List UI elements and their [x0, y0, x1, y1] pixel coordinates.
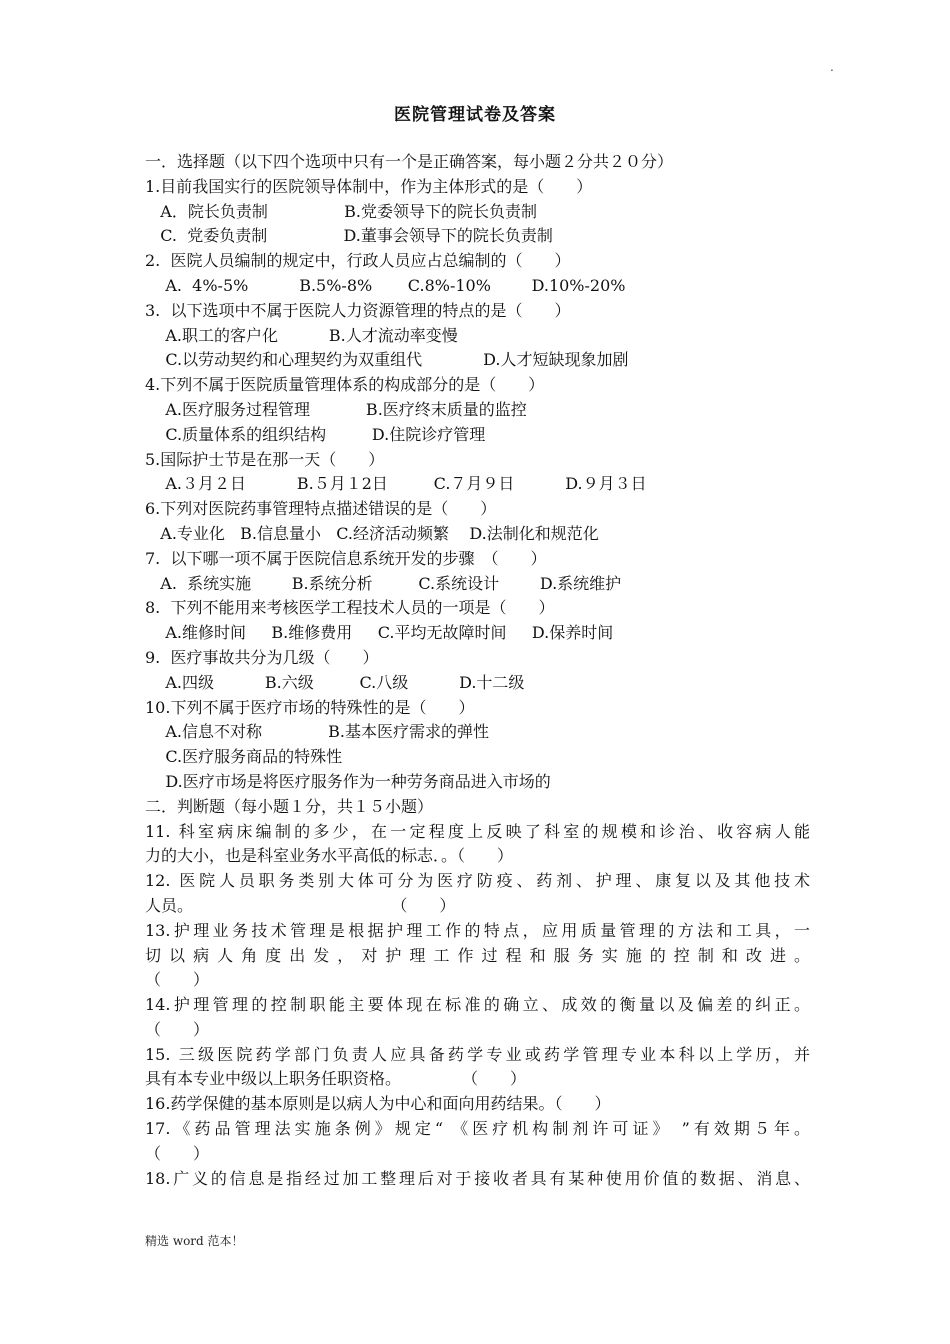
text-line: A. 系统实施 B.系统分析 C.系统设计 D.系统维护: [145, 573, 622, 593]
text-line: A.四级 B.六级 C.八级 D.十二级: [145, 672, 525, 692]
text-line: 15. 三级医院药学部门负责人应具备药学专业或药学管理专业本科以上学历，并: [145, 1044, 810, 1064]
text-line: 具有本专业中级以上职务任职资格。 （ ）: [145, 1069, 527, 1089]
text-line: A.信息不对称 B.基本医疗需求的弹性: [145, 722, 489, 742]
text-line: 11. 科室病床编制的多少，在一定程度上反映了科室的规模和诊治、收容病人能: [145, 821, 810, 841]
text-line: C.质量体系的组织结构 D.住院诊疗管理: [145, 424, 486, 444]
text-line: A.维修时间 B.维修费用 C.平均无故障时间 D.保养时间: [145, 623, 614, 643]
text-line: 5.国际护士节是在那一天（ ）: [145, 449, 385, 469]
corner-mark: .: [830, 60, 834, 74]
text-line: （ ）: [145, 1143, 210, 1163]
text-line: 14.护理管理的控制职能主要体现在标准的确立、成效的衡量以及偏差的纠正。: [145, 995, 810, 1015]
text-line: 13.护理业务技术管理是根据护理工作的特点，应用质量管理的方法和工具，一: [145, 920, 810, 940]
text-line: 17.《药品管理法实施条例》规定“ 《医疗机构制剂许可证》 ”有效期５年。: [145, 1119, 810, 1139]
text-line: 10.下列不属于医疗市场的特殊性的是（ ）: [145, 697, 475, 717]
text-line: A. 4%-5% B.5%-8% C.8%-10% D.10%-20%: [145, 275, 626, 295]
text-line: （ ）: [145, 970, 210, 990]
text-line: A.专业化 B.信息量小 C.经济活动频繁 D.法制化和规范化: [145, 523, 599, 543]
text-line: 切以病人角度出发，对护理工作过程和服务实施的控制和改进。: [145, 945, 810, 965]
text-line: C.以劳动契约和心理契约为双重组代 D.人才短缺现象加剧: [145, 350, 629, 370]
text-line: 8. 下列不能用来考核医学工程技术人员的一项是（ ）: [145, 598, 555, 618]
text-line: A.医疗服务过程管理 B.医疗终末质量的监控: [145, 399, 527, 419]
page-footer: 精选 word 范本！: [145, 1234, 244, 1248]
text-line: 16.药学保健的基本原则是以病人为中心和面向用药结果。（ ）: [145, 1094, 611, 1114]
text-line: 二．判断题（每小题１分，共１５小题）: [145, 796, 434, 816]
text-line: 一．选择题（以下四个选项中只有一个是正确答案，每小题２分共２０分）: [145, 152, 674, 171]
text-line: 2. 医院人员编制的规定中，行政人员应占总编制的（ ）: [145, 251, 571, 271]
text-line: 6.下列对医院药事管理特点描述错误的是（ ）: [145, 499, 497, 519]
exam-body: [145, 150, 810, 1191]
document-title: 医院管理试卷及答案: [394, 105, 556, 125]
text-line: （ ）: [145, 1019, 210, 1039]
text-line: 18.广义的信息是指经过加工整理后对于接收者具有某种使用价值的数据、消息、: [145, 1168, 810, 1188]
text-line: D.医疗市场是将医疗服务作为一种劳务商品进入市场的: [145, 771, 551, 791]
text-line: 力的大小，也是科室业务水平高低的标志．。（ ）: [145, 846, 514, 866]
text-line: 3. 以下选项中不属于医院人力资源管理的特点的是（ ）: [145, 300, 571, 320]
text-line: C. 党委负责制 D.董事会领导下的院长负责制: [145, 226, 553, 246]
text-line: A.３月２日 B.５月１2日 C.７月９日 D.９月３日: [145, 474, 647, 494]
text-line: 12. 医院人员职务类别大体可分为医疗防疫、药剂、护理、康复以及其他技术: [145, 871, 810, 891]
text-line: 9. 医疗事故共分为几级（ ）: [145, 647, 379, 667]
text-line: C.医疗服务商品的特殊性: [145, 747, 343, 767]
text-line: 人员。 （ ）: [145, 895, 456, 915]
text-line: 7. 以下哪一项不属于医院信息系统开发的步骤 （ ）: [145, 548, 547, 568]
text-line: A．院长负责制 B.党委领导下的院长负责制: [145, 201, 537, 221]
text-line: A.职工的客户化 B.人才流动率变慢: [145, 325, 458, 345]
text-line: 1.目前我国实行的医院领导体制中，作为主体形式的是（ ）: [145, 176, 593, 196]
text-line: 4.下列不属于医院质量管理体系的构成部分的是（ ）: [145, 375, 545, 395]
